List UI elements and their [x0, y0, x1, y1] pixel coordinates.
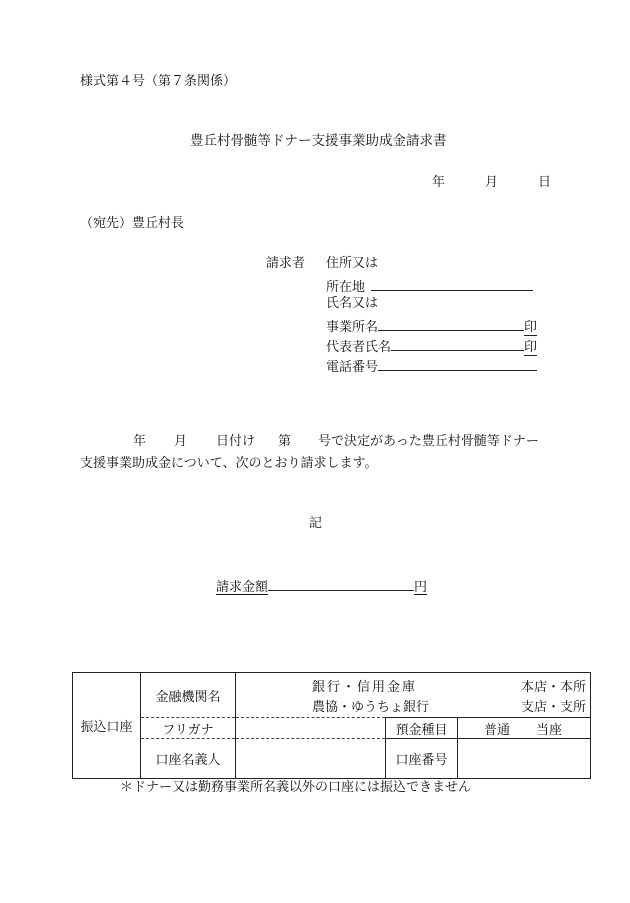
ki-heading: 記 — [309, 516, 323, 531]
date-month: 月 — [485, 175, 499, 190]
body-number-prefix: 第 — [278, 434, 292, 449]
deposit-ordinary[interactable]: 普通 — [484, 722, 511, 738]
bank-account-table — [72, 672, 591, 779]
address-label-2: 所在地 — [326, 280, 366, 295]
deposit-type-options[interactable] — [458, 718, 591, 739]
holder-label: 口座名義人 — [141, 739, 236, 779]
addressee: （宛先）豊丘村長 — [80, 216, 185, 231]
phone-field[interactable] — [326, 356, 537, 376]
bank-types-2: 農協・ゆうちょ銀行 — [312, 700, 430, 715]
phone-label: 電話番号 — [326, 360, 379, 375]
account-number-label: 口座番号 — [386, 739, 458, 779]
branch-types-1: 本店・本所 — [521, 680, 587, 695]
address-field[interactable] — [326, 276, 533, 296]
seal-mark: 印 — [524, 340, 538, 355]
bank-row-header: 振込口座 — [73, 673, 141, 779]
representative-field[interactable] — [326, 336, 537, 356]
body-line1-rest: 号で決定があった豊丘村骨髄等ドナー — [318, 434, 539, 449]
claimant-label: 請求者 — [266, 256, 306, 271]
office-name-field[interactable] — [326, 316, 537, 336]
deposit-type-label: 預金種目 — [386, 718, 458, 739]
furigana-label: フリガナ — [141, 718, 236, 739]
date-year: 年 — [432, 175, 446, 190]
form-number: 様式第４号（第７条関係） — [80, 74, 237, 89]
furigana-input[interactable] — [236, 718, 386, 739]
footnote: ＊ドナー又は勤務事業所名義以外の口座には振込できません — [120, 780, 472, 795]
branch-types-2: 支店・支所 — [521, 700, 587, 715]
holder-input[interactable] — [236, 739, 386, 779]
body-year: 年 — [133, 434, 147, 449]
bank-types-1: 銀行・信用金庫 — [312, 680, 418, 695]
amount-field[interactable] — [216, 576, 427, 596]
institution-field[interactable] — [236, 673, 591, 718]
amount-label: 請求金額 — [216, 580, 269, 595]
form-title: 豊丘村骨髄等ドナー支援事業助成金請求書 — [190, 133, 447, 149]
amount-unit: 円 — [414, 580, 428, 595]
name-label-1: 氏名又は — [326, 296, 379, 311]
office-name-label: 事業所名 — [326, 320, 379, 335]
date-day: 日 — [538, 175, 552, 190]
body-dated: 日付け — [216, 434, 256, 449]
body-month: 月 — [174, 434, 188, 449]
address-label-1: 住所又は — [326, 256, 379, 271]
deposit-current[interactable]: 当座 — [536, 722, 563, 738]
representative-label: 代表者氏名 — [326, 340, 392, 355]
seal-mark: 印 — [524, 320, 538, 335]
body-line2: 支援事業助成金について、次のとおり請求します。 — [80, 456, 378, 471]
institution-label: 金融機関名 — [141, 673, 236, 718]
account-number-input[interactable] — [458, 739, 591, 779]
